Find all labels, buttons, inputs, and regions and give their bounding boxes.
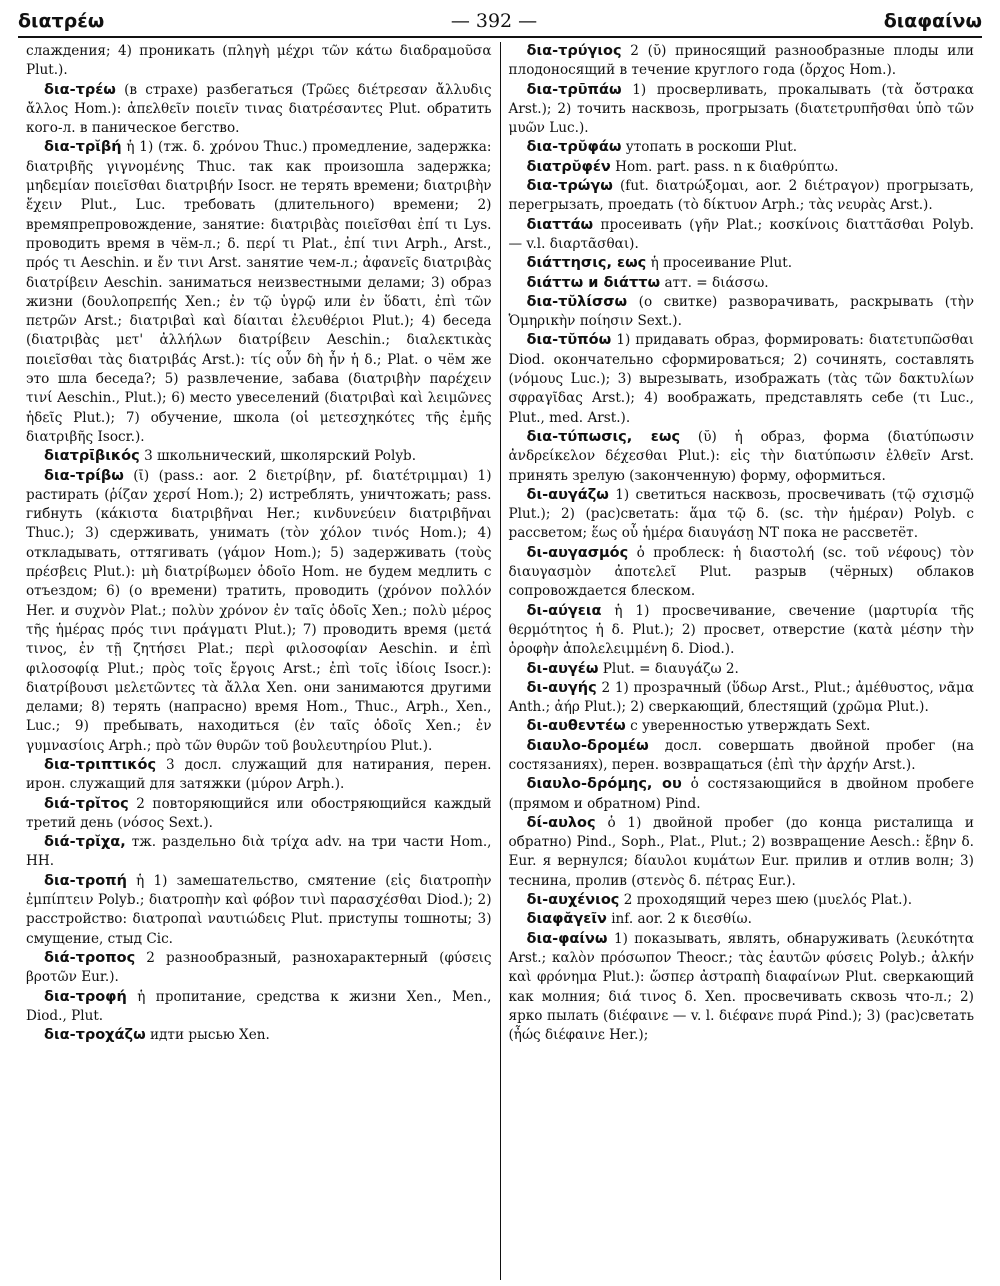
- entry-headword: δι-αυγασμός: [526, 544, 629, 561]
- entry-headword: δια-τρῠφάω: [526, 139, 622, 156]
- entry-headword: δι-αυγέω: [526, 660, 599, 677]
- dictionary-entry: [509, 177, 975, 216]
- entry-headword: δί-αυλος: [526, 814, 596, 831]
- dictionary-entry: [26, 42, 492, 81]
- entry-definition: ἡ 1) замешательство, смятение (εἰς διατροπὴν ἐμπίπτειν Polyb.; διατροπὴν καὶ φόβον τινὶ παρασχέσθαι Diod.); 2) расстройство: διατροπαὶ ναυτιώδεις Plut. приступы тошноты; 3) смущение, стыд Cic.: [26, 872, 492, 947]
- entry-headword: δια-τριπτικός: [44, 756, 157, 773]
- page-header: [18, 6, 982, 38]
- dictionary-entry: [509, 660, 975, 679]
- entry-definition: Hom. part. pass. n к διαθρύπτω.: [615, 158, 839, 175]
- dictionary-columns: [18, 42, 982, 1280]
- entry-headword: διά-τρῐτος: [44, 795, 129, 812]
- entry-headword: δια-φαίνω: [526, 930, 608, 947]
- entry-definition: 2 проходящий через шею (μυελός Plat.).: [623, 892, 913, 909]
- entry-headword: δια-τῠπόω: [526, 332, 612, 349]
- dictionary-entry: [26, 988, 492, 1027]
- dictionary-entry: [509, 910, 975, 929]
- entry-definition: (в страхе) разбегаться (Τρῶες διέτρεσαν ἄλλυδις ἄλλος Hom.): ἀπελθεῖν ποιεῖν τινας διατρέσαντες Plut. обратить кого-л. в паническое бегство.: [26, 81, 492, 137]
- entry-definition: ὁ состязающийся в двойном пробеге (прямом и обратном) Pind.: [508, 776, 974, 812]
- entry-headword: δια-τύπωσις, εως: [526, 428, 681, 445]
- entry-definition: (ῠ) ἡ образ, форма (διατύπωσιν ἀνδρείκελον δέχεσθαι Plut.): εἰς τὴν διατύπωσιν ἐλθεῖν Arst. принять зрелую (законченную) форму, оформиться.: [508, 428, 974, 484]
- dictionary-entry: [509, 158, 975, 177]
- entry-definition: досл. совершать двойной пробег (на состязаниях), перен. возвращаться (ἐπὶ τὴν ἀρχήν Arst.).: [508, 737, 974, 773]
- dictionary-entry: [509, 930, 975, 1046]
- entry-headword: δι-αυγής: [526, 679, 597, 696]
- entry-headword: δια-τρῡπάω: [526, 81, 622, 98]
- entry-definition: inf. aor. 2 к διεσθίω.: [611, 911, 752, 928]
- entry-headword: διάττησις, εως: [526, 255, 647, 272]
- entry-headword: δι-αυθεντέω: [526, 718, 626, 735]
- right-running-headword: διαφαίνω: [883, 10, 982, 32]
- dictionary-entry: [509, 775, 975, 814]
- entry-headword: διατρῠφέν: [526, 158, 611, 175]
- entry-headword: δια-τρώγω: [526, 178, 613, 195]
- entry-headword: δια-τρύγιος: [526, 43, 622, 59]
- entry-definition: 1) придавать образ, формировать: διατετυπῶσθαι Diod. окончательно сформироваться; 2) сочинять, составлять (νόμους Luc.); 3) вырезывать, изображать (τὰς τῶν δακτυλίων σφραγῖδας Arst.); 4) воображать, представлять себе (τι Luc., Plut., med. Arst.).: [508, 332, 974, 426]
- entry-headword: διάττω и διάττω: [526, 274, 661, 291]
- left-running-headword: διατρέω: [18, 10, 105, 32]
- entry-headword: διά-τροπος: [44, 949, 136, 966]
- dictionary-entry: [509, 544, 975, 602]
- entry-definition: 1) просверливать, прокалывать (τὰ ὄστρακα Arst.); 2) точить насквозь, прогрызать (διατετρυπῆσθαι ὑπὸ τῶν μυῶν Luc.).: [508, 81, 974, 137]
- dictionary-entry: [509, 814, 975, 891]
- page-number: — 392 —: [450, 10, 538, 32]
- dictionary-entry: [509, 891, 975, 910]
- entry-headword: δια-τρέω: [44, 81, 116, 98]
- entry-headword: διαυλο-δρόμης, ου: [526, 776, 682, 793]
- entry-definition: Plut. = διαυγάζω 2.: [602, 660, 739, 677]
- dictionary-entry: [509, 274, 975, 293]
- entry-headword: δια-τροχάζω: [44, 1027, 146, 1044]
- dictionary-entry: [509, 331, 975, 427]
- dictionary-entry: [509, 717, 975, 736]
- entry-definition: идти рысью Xen.: [150, 1027, 270, 1044]
- dictionary-entry: [26, 833, 492, 872]
- entry-definition: слаждения; 4) проникать (πληγὴ μέχρι τῶν κάτω διαδραμοῦσα Plut.).: [26, 43, 492, 79]
- entry-definition: ἡ просеивание Plut.: [650, 255, 793, 272]
- entry-headword: δι-αυγάζω: [526, 486, 609, 503]
- dictionary-entry: [509, 293, 975, 332]
- dictionary-entry: [509, 679, 975, 718]
- dictionary-entry: [509, 138, 975, 157]
- dictionary-entry: [509, 254, 975, 273]
- entry-definition: просеивать (γῆν Plat.; κοσκίνοις διαττᾶσθαι Polyb. — v.l. διαρτᾶσθαι).: [508, 216, 974, 252]
- right-column: [500, 42, 983, 1280]
- entry-definition: ἡ пропитание, средства к жизни Xen., Men., Diod., Plut.: [26, 988, 492, 1024]
- entry-headword: διαττάω: [526, 216, 594, 233]
- entry-headword: διά-τρῐχα,: [44, 834, 126, 851]
- entry-headword: διαυλο-δρομέω: [526, 737, 649, 754]
- dictionary-entry: [509, 216, 975, 255]
- entry-definition: ὁ 1) двойной пробег (до конца ристалища и обратно) Pind., Soph., Plat., Plut.; 2) возвращение Aesch.: ἔβην δ. Eur. я вернулся; δίαυλοι κυμάτων Eur. прилив и отлив волн; 3) теснина, пролив (στενὸς δ. πέτρας Eur.).: [508, 814, 974, 889]
- entry-definition: (ῑ) (pass.: aor. 2 διετρίβην, pf. διατέτριμμαι) 1) растирать (ῥίζαν χερσί Hom.); 2) истреблять, уничтожать; pass. гибнуть (κάκιστα διατριβῆναι Her.; κινδυνεύειν διατριβῆναι Thuc.); 3) сдерживать, унимать (τὸν χόλον τινός Hom.); 4) откладывать, оттягивать (γάμον Hom.); 5) задерживать (τοὺς πρέσβεις Plut.): μὴ διατρίβωμεν ὁδοῖο Hom. не будем медлить с отъездом; 6) (о времени) тратить, проводить (χρόνον πολλόν Her. и συχνὸν Plat.; πολὺν χρόνον ἐν ταῖς ὁδοῖς Xen.; πολὺ μέρος τῆς ἡμέρας πρός τινι πράγματι Plut.); 7) проводить время (μετά τινος, ἐν τῇ ζητήσει Plat.; περὶ φιλοσοφίαν Aeschin. и ἐπὶ φιλοσοφίᾳ Plut.; πρὸς τοῖς ἔργοις Arst.; ἐπὶ τοῖς ἰδίοις Isocr.): διατρίβουσι μελετῶντες τὰ ἄλλα Xen. они занимаются другими делами; 8) терять (напрасно) время Hom., Thuc., Arph., Xen., Luc.; 9) пребывать, находиться (ἐν ταῖς ὁδοῖς Xen.; ἐν γυμνασίοις Arph.; πρὸ τῶν θυρῶν τοῦ βουλευτηρίου Plut.).: [26, 467, 492, 754]
- dictionary-entry: [26, 756, 492, 795]
- entry-headword: δι-αυχένιος: [526, 892, 620, 909]
- entry-headword: διαφᾰγεῖν: [526, 911, 607, 928]
- entry-definition: ὁ проблеск: ἡ διαστολή (sc. τοῦ νέφους) τὸν διαυγασμὸν ἀποτελεῖ Plut. разрыв (чёрных) облаков сопровождается блеском.: [508, 544, 975, 600]
- dictionary-entry: [26, 949, 492, 988]
- entry-definition: с уверенностью утверждать Sext.: [630, 718, 871, 735]
- entry-headword: δια-τῠλίσσω: [526, 293, 628, 310]
- entry-definition: ἡ 1) просвечивание, свечение (μαρτυρία τῆς θερμότητος ἡ δ. Plut.); 2) просвет, отверстие (κατὰ μέσην τὴν ὀροφὴν ἀπολελειμμένη δ. Diod.).: [508, 602, 974, 658]
- dictionary-entry: [26, 447, 492, 466]
- entry-definition: 2 разнообразный, разнохарактерный (φύσεις βροτῶν Eur.).: [26, 949, 492, 986]
- entry-definition: 2 1) прозрачный (ὕδωρ Arst., Plut.; ἀμέθυστος, νᾶμα Anth.; ἀήρ Plut.); 2) сверкающий, блестящий (χρῶμα Plut.).: [508, 679, 974, 716]
- dictionary-entry: [26, 1026, 492, 1045]
- entry-definition: 3 школьнический, школярский Polyb.: [144, 448, 417, 465]
- entry-headword: διατρῑβικός: [44, 448, 140, 465]
- entry-definition: (fut. διατρώξομαι, aor. 2 διέτραγον) прогрызать, перегрызать, проедать (τὸ δίκτυον Arph.; τὰς νευρὰς Arst.).: [508, 178, 975, 214]
- entry-definition: утопать в роскоши Plut.: [625, 139, 798, 156]
- entry-headword: δια-τροπή: [44, 872, 127, 889]
- dictionary-entry: [26, 138, 492, 447]
- entry-definition: 1) светиться насквозь, просвечивать (τῷ σχισμῷ Plut.); 2) (рас)светать: ἅμα τῷ δ. (sc. τὴν ἡμέραν) Polyb. с рассветом; ἕως οὗ ἡμέρα διαυγάσῃ NT пока не рассветёт.: [508, 486, 974, 542]
- dictionary-entry: [509, 42, 975, 81]
- entry-definition: ἡ 1) (тж. δ. χρόνου Thuc.) промедление, задержка: διατριβῆς γιγνομένης Thuc. так как произошла задержка; μηδεμίαν ποιεῖσθαι διατριβήν Isocr. не терять времени; διατριβὴν ἔχειν Plut., Luc. требовать (длительного) времени; 2) времяпрепровождение, занятие: διατριβὰς ποιεῖσθαι ἐπί τι Lys. проводить время в чём-л.; δ. περί τι Plat., ἐπί τινι Arph., Arst., πρός τι Aeschin. и ἔν τινι Arst. занятие чем-л.; ἀφανεῖς διατριβὰς διατρίβειν Aeschin. заниматься неизвестными делами; 3) образ жизни (δουλοπρεπής Xen.; ἐν τῷ ὑγρῷ или ἐν ὕδατι, ἐπὶ τῶν πετρῶν Arst.; διατριβαὶ καὶ δίαιται ἐλευθέριοι Plut.); 4) беседа (διατριβὰς μετ' ἀλλήλων διατρίβειν Aeschin.; διαλεκτικὰς ποιεῖσθαι τὰς διατριβάς Arst.): τίς οὖν δὴ ἦν ἡ δ.; Plat. о чём же это шла беседа?; 5) развлечение, забава (διατριβὴν παρέχειν τινί Aeschin., Plut.); 6) место увеселений (διατριβαὶ καὶ λειμῶνες ἡδεῖς Plut.); 7) обучение, школа (οἱ μετεσχηκότες τῆς ἐμῆς διατριβῆς Isocr.).: [26, 139, 492, 445]
- dictionary-entry: [26, 872, 492, 949]
- entry-headword: δια-τροφή: [44, 988, 127, 1005]
- dictionary-entry: [509, 428, 975, 486]
- entry-definition: 1) показывать, являть, обнаруживать (λευκότητα Arst.; καλὸν πρόσωπον Theocr.; τὰς ἑαυτῶν φύσεις Polyb.; ἀλκήν καὶ φρόνημα Plut.): ὥσπερ ἀστραπὴ διαφαίνων Plut. сверкающий как молния; διά τινος δ. Xen. просвечивать сквозь что-л.; 2) ярко пылать (διέφαινε — v. l. διέφανε πυρά Pind.); 3) (рас)светать (ἦώς διέφαινε Her.);: [508, 930, 974, 1044]
- dictionary-entry: [26, 81, 492, 139]
- left-column: [18, 42, 500, 1280]
- entry-definition: тж. раздельно διὰ τρίχα adv. на три части Hom., HH.: [26, 834, 492, 870]
- entry-definition: атт. = διάσσω.: [664, 274, 769, 291]
- entry-definition: 2 повторяющийся или обостряющийся каждый третий день (νόσος Sext.).: [26, 795, 492, 831]
- dictionary-entry: [509, 486, 975, 544]
- dictionary-entry: [509, 81, 975, 139]
- entry-headword: δια-τρῐβή: [44, 139, 122, 156]
- entry-headword: δι-αύγεια: [526, 602, 602, 619]
- entry-headword: δια-τρίβω: [44, 467, 124, 484]
- dictionary-entry: [509, 737, 975, 776]
- entry-definition: 3 досл. служащий для натирания, перен. ирон. служащий для затяжки (μύρον Arph.).: [26, 756, 492, 793]
- dictionary-entry: [26, 795, 492, 834]
- entry-definition: 2 (ῠ) приносящий разнообразные плоды или плодоносящий в течение круглого года (ὄρχος Hom.).: [508, 43, 974, 79]
- dictionary-entry: [509, 602, 975, 660]
- dictionary-entry: [26, 467, 492, 756]
- entry-definition: (о свитке) разворачивать, раскрывать (τὴν Ὁμηρικὴν ποίησιν Sext.).: [508, 293, 974, 330]
